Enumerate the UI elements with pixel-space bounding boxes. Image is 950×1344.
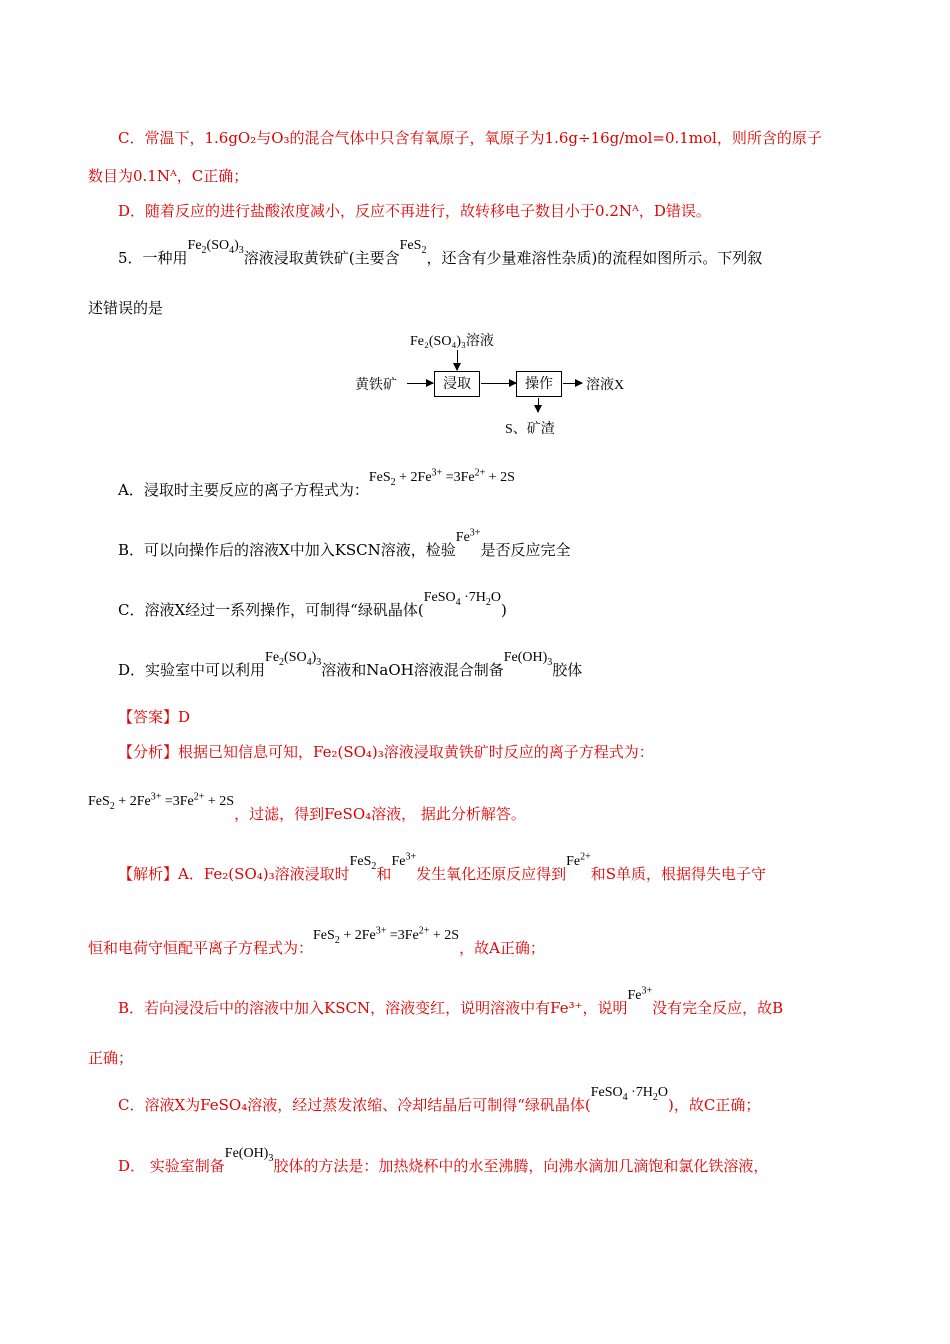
option-text: B．可以向操作后的溶液X中加入KSCN溶液，检验 [118, 541, 456, 559]
option-text: 溶液和NaOH溶液混合制备 [321, 661, 504, 679]
explanation-text: ，故A正确； [459, 939, 545, 957]
option-text: A．浸取时主要反应的离子方程式为： [118, 481, 369, 499]
formula-feoh3: $Fe(OH)_3$ [224, 1146, 274, 1164]
equation: $FeS_2 + 2Fe^{3+} =3Fe^{2+} + 2S$ [88, 791, 235, 812]
question-5-line [118, 238, 950, 270]
formula-feoh3: $Fe(OH)_3$ [503, 650, 553, 668]
analysis: 【分析】根据已知信息可知，Fe₂(SO₄)₃溶液浸取黄铁矿时反应的离子方程式为： [118, 743, 654, 761]
analysis-text: ，过滤，得到FeSO₄溶液， 据此分析解答。 [234, 805, 526, 823]
q5-text: 5．一种用 [118, 249, 188, 267]
formula-fe2so43: $Fe_2(SO_4)_3$ [187, 238, 244, 256]
explanation-b [118, 985, 950, 1020]
flow-output: 溶液X [586, 378, 625, 393]
formula-fe3: $Fe^{3+}$ [455, 527, 481, 545]
option-text: ) [501, 601, 507, 619]
explanation-text: 和 [376, 865, 392, 883]
equation: $FeS_2 + 2Fe^{3+} =3Fe^{2+} + 2S$ [313, 925, 460, 946]
flow-box-operation: 操作 [516, 371, 562, 397]
explanation-c [118, 1085, 950, 1117]
option-a [118, 467, 950, 502]
arrow-right [481, 383, 516, 384]
equation: $FeS_2 + 2Fe^{3+} =3Fe^{2+} + 2S$ [368, 467, 515, 488]
formula-fe2: $Fe^{2+}$ [566, 851, 591, 869]
text-line: 数目为0.1Nᴬ，C正确； [88, 167, 249, 185]
arrow-right [407, 383, 433, 384]
option-text: D．实验室中可以利用 [118, 661, 266, 679]
explanation-a [118, 851, 950, 886]
option-c [118, 590, 950, 622]
option-text: 是否反应完全 [480, 541, 571, 559]
formula-fe2so43: $Fe_2(SO_4)_3$ [265, 650, 322, 668]
formula-fes2: FeS$_2$ [349, 854, 377, 872]
q5-text: 溶液浸取黄铁矿(主要含 [243, 249, 400, 267]
formula-fe3: $Fe^{3+}$ [627, 985, 653, 1003]
explanation-text: B．若向浸没后中的溶液中加入KSCN，溶液变红，说明溶液中有Fe³⁺，说明 [118, 999, 628, 1017]
formula-fe3: $Fe^{3+}$ [391, 851, 417, 869]
explanation-text: 发生氧化还原反应得到 [416, 865, 567, 883]
text-line: 述错误的是 [88, 299, 164, 317]
flow-input: 黄铁矿 [355, 378, 397, 393]
text-line: C．常温下，1.6gO₂与O₃的混合气体中只含有氧原子，氧原子为1.6g÷16g/mol=0.1mol，则所含的原子 [118, 129, 822, 147]
option-text: 胶体 [552, 661, 583, 679]
arrow-down [538, 398, 539, 412]
answer: 【答案】D [118, 708, 191, 726]
q5-text: ，还含有少量难溶性杂质)的流程如图所示。下列叙 [426, 249, 763, 267]
explanation-text: D． 实验室制备 [118, 1157, 225, 1175]
explanation-text: 和S单质，根据得失电子守 [590, 865, 767, 883]
formula-feso4: FeSO$_4$ $\cdot 7H_2O$ [590, 1085, 669, 1103]
analysis-line-2 [88, 791, 950, 826]
arrow-down [457, 350, 458, 370]
text-line: 正确； [88, 1049, 134, 1067]
explanation-a-2 [88, 925, 950, 960]
explanation-text: 胶体的方法是：加热烧杯中的水至沸腾，向沸水滴加几滴饱和氯化铁溶液， [273, 1157, 769, 1175]
arrow-right [563, 383, 582, 384]
explanation-d [118, 1146, 950, 1178]
formula-fes2: FeS$_2$ [399, 238, 427, 256]
option-text: C．溶液X经过一系列操作，可制得“绿矾晶体( [118, 601, 424, 619]
formula-feso4: FeSO$_4$ $\cdot 7H_2O$ [423, 590, 501, 608]
explanation-text: C．溶液X为FeSO₄溶液，经过蒸发浓缩、冷却结晶后可制得“绿矾晶体( [118, 1096, 591, 1114]
explanation-text: )，故C正确； [668, 1096, 761, 1114]
explanation-text: 没有完全反应，故B [652, 999, 784, 1017]
explanation-text: 【解析】A．Fe₂(SO₄)₃溶液浸取时 [118, 865, 350, 883]
option-b [118, 527, 950, 562]
flow-box-leach: 浸取 [434, 371, 480, 397]
flow-reagent: Fe₂(SO₄)₃溶液 [410, 334, 494, 349]
explanation-text: 恒和电荷守恒配平离子方程式为： [88, 939, 314, 957]
flow-residue: S、矿渣 [505, 422, 555, 437]
text-line: D．随着反应的进行盐酸浓度减小，反应不再进行，故转移电子数目小于0.2Nᴬ，D错误。 [118, 202, 711, 220]
option-d [118, 650, 950, 682]
